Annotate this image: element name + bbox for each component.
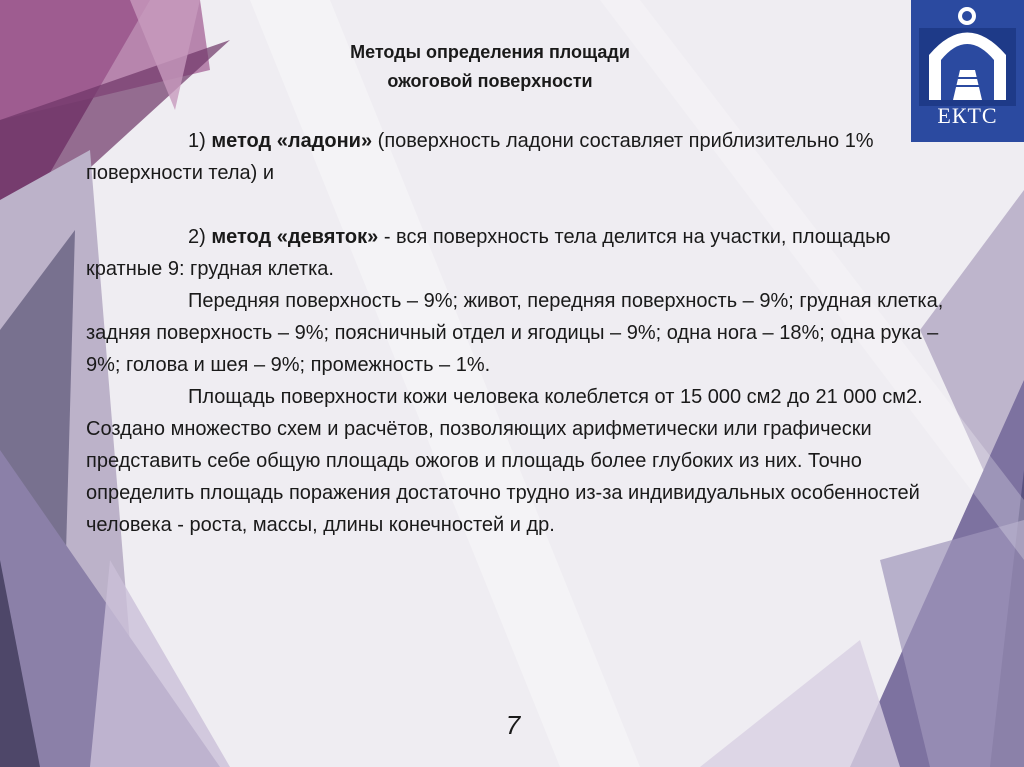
p2-prefix: 2) bbox=[188, 226, 212, 248]
paragraph-palm-method bbox=[86, 125, 956, 189]
college-logo bbox=[911, 0, 1024, 142]
p1-text: (поверхность ладони составляет приблизительно 1% поверхности тела) и bbox=[86, 130, 874, 184]
p1-prefix: 1) bbox=[188, 130, 212, 152]
p2-text: - вся поверхность тела делится на участки, площадью кратные 9: грудная клетка. bbox=[86, 226, 891, 280]
p2-bold-term: метод «девяток» bbox=[211, 226, 379, 248]
slide-body bbox=[86, 125, 956, 541]
paragraph-skin-area bbox=[86, 381, 956, 541]
title-line-2: ожоговой поверхности bbox=[387, 71, 593, 91]
title-line-1: Методы определения площади bbox=[350, 42, 630, 62]
page-number: 7 bbox=[505, 710, 521, 740]
p3-text: Передняя поверхность – 9%; живот, передняя поверхность – 9%; грудная клетка, задняя поверхность – 9%; поясничный отдел и ягодицы – 9%; одна нога – 18%; одна рука – 9%; голова и шея – 9%; промежность – 1%. bbox=[86, 290, 944, 376]
p1-bold-term: метод «ладони» bbox=[211, 130, 373, 152]
slide-title bbox=[200, 38, 780, 96]
p4-text: Площадь поверхности кожи человека колеблется от 15 000 см2 до 21 000 см2. Создано множество схем и расчётов, позволяющих арифметически или графически представить себе общую площадь ожогов и площадь более глубоких из них. Точно определить площадь поражения достаточно трудно из-за индивидуальных особенностей человека - роста, массы, длины конечностей и др. bbox=[86, 386, 923, 536]
paragraph-percentages bbox=[86, 285, 956, 381]
paragraph-nines-method bbox=[86, 221, 956, 285]
logo-text: ЕКТС bbox=[937, 103, 998, 128]
